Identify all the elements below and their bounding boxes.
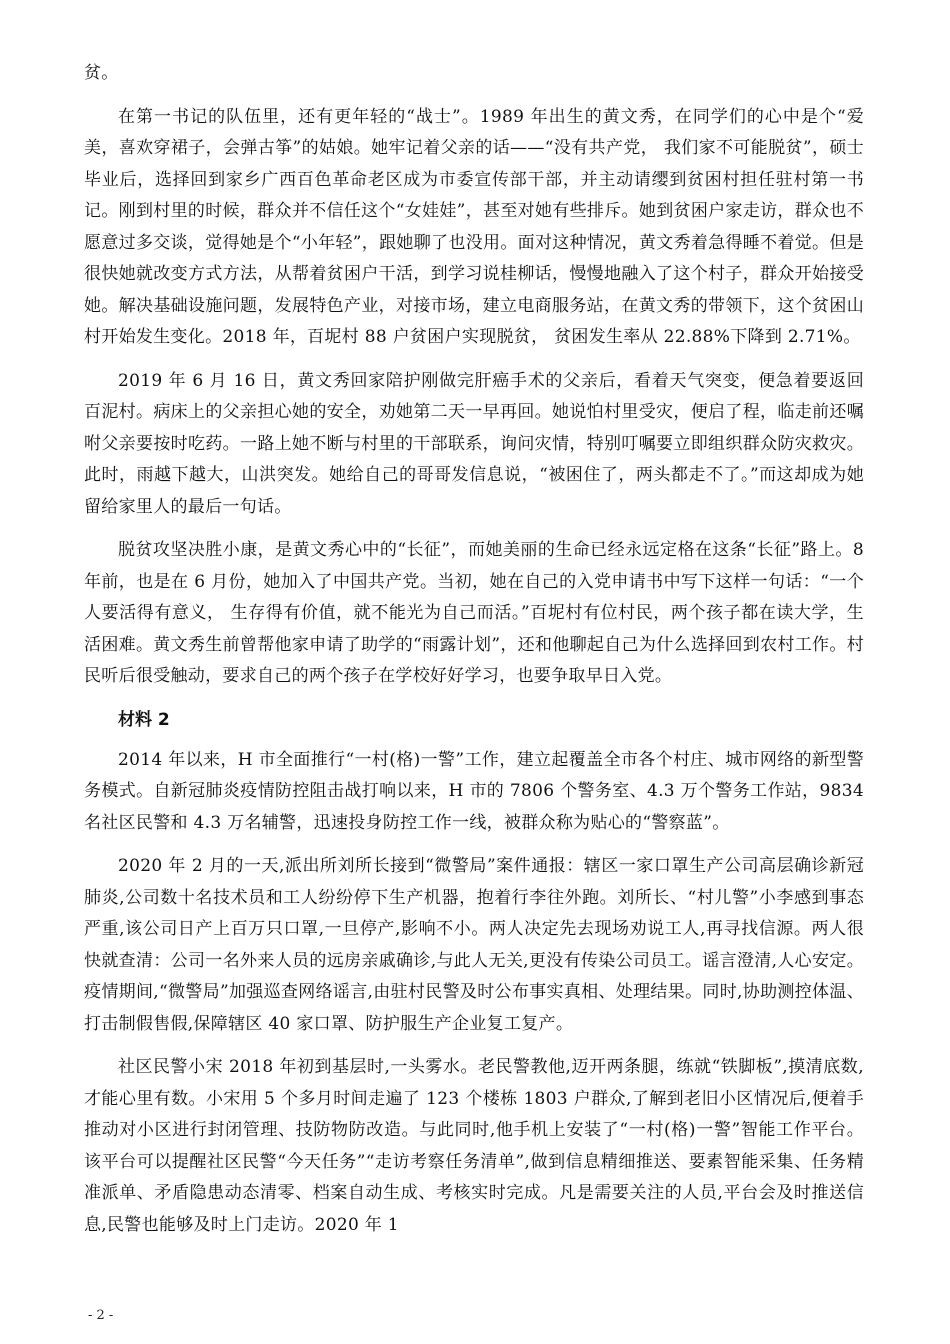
paragraph-long-march: 脱贫攻坚决胜小康，是黄文秀心中的“长征”，而她美丽的生命已经永远定格在这条“长征”路上。8 年前，也是在 6 月份，她加入了中国共产党。当初，她在自己的入党申请书中写下这样一句话：“一个人要活得有意义， 生存得有价值，就不能光为自己而活。”百坭村有位村民，两个孩子都在读大学，生活困难。黄文秀生前曾帮他家申请了助学的“雨露计划”，还和他聊起自己为什么选择回到农村工作。村民听后很受触动，要求自己的两个孩子在学校好好学习，也要争取早日入党。 [84, 540, 864, 686]
document-body [84, 58, 864, 1253]
paragraph-flood: 2019 年 6 月 16 日，黄文秀回家陪护刚做完肝癌手术的父亲后，看着天气突变，便急着要返回百泥村。病床上的父亲担心她的安全，劝她第二天一早再回。她说怕村里受灾，便启了程，临走前还嘱咐父亲要按时吃药。一路上她不断与村里的干部联系，询问灾情，特别叮嘱要立即组织群众防灾救灾。此时，雨越下越大，山洪突发。她给自己的哥哥发信息说，“被困住了，两头都走不了。”而这却成为她留给家里人的最后一句话。 [84, 370, 864, 517]
paragraph-police-model: 2014 年以来，H 市全面推行“一村(格)一警”工作，建立起覆盖全市各个村庄、城市网络的新型警务模式。自新冠肺炎疫情防控阻击战打响以来，H 市的 7806 个警务室、4.3 万个警务工作站，9834 名社区民警和 4.3 万名辅警，迅速投身防控工作一线，被群众称为贴心的“警察蓝”。 [84, 749, 864, 833]
paragraph-mask-company: 2020 年 2 月的一天,派出所刘所长接到“微警局”案件通报：辖区一家口罩生产公司高层确诊新冠肺炎,公司数十名技术员和工人纷纷停下生产机器，抱着行李往外跑。刘所长、“村儿警”小李感到事态严重,该公司日产上百万只口罩,一旦停产,影响不小。两人决定先去现场劝说工人,再寻找信源。两人很快就查清：公司一名外来人员的远房亲戚确诊,与此人无关,更没有传染公司员工。谣言澄清,人心安定。疫情期间,“微警局”加强巡查网络谣言,由驻村民警及时公布事实真相、处理结果。同时,协助测控体温、打击制假售假,保障辖区 40 家口罩、防护服生产企业复工复产。 [84, 856, 864, 1034]
paragraph-continuation: 贫。 [84, 63, 119, 83]
paragraph-officer-song: 社区民警小宋 2018 年初到基层时,一头雾水。老民警教他,迈开两条腿，练就“铁脚板”,摸清底数,才能心里有数。小宋用 5 个多月时间走遍了 123 个楼栋 1803 户群众,了解到老旧小区情况后,便着手推动对小区进行封闭管理、技防物防改造。与此同时,他手机上安装了“一村(格)一警”智能工作平台。该平台可以提醒社区民警“今天任务”“走访考察任务清单”,做到信息精细推送、要素智能采集、任务精准派单、矛盾隐患动态清零、档案自动生成、考核实时完成。凡是需要关注的人员,平台会及时推送信息,民警也能够及时上门走访。2020 年 1 [84, 1057, 864, 1235]
paragraph-huang-wenxiu-intro: 在第一书记的队伍里，还有更年轻的“战士”。1989 年出生的黄文秀，在同学们的心中是个“爱美，喜欢穿裙子，会弹古筝”的姑娘。她牢记着父亲的话——“没有共产党， 我们家不可能脱贫”，硕士毕业后，选择回到家乡广西百色革命老区成为市委宣传部干部，并主动请缨到贫困村担任驻村第一书记。刚到村里的时候，群众并不信任这个“女娃娃”，甚至对她有些排斥。她到贫困户家走访，群众也不愿意过多交谈，觉得她是个“小年轻”，跟她聊了也没用。面对这种情况，黄文秀着急得睡不着觉。但是很快她就改变方式方法，从帮着贫困户干活，到学习说桂柳话，慢慢地融入了这个村子，群众开始接受她。解决基础设施问题，发展特色产业，对接市场，建立电商服务站，在黄文秀的带领下，这个贫困山村开始发生变化。2018 年，百坭村 88 户贫困户实现脱贫， 贫困发生率从 22.88%下降到 2.71%。 [84, 106, 864, 347]
section-heading-material-2: 材料 2 [118, 709, 170, 730]
page-number: - 2 - [88, 1308, 114, 1323]
